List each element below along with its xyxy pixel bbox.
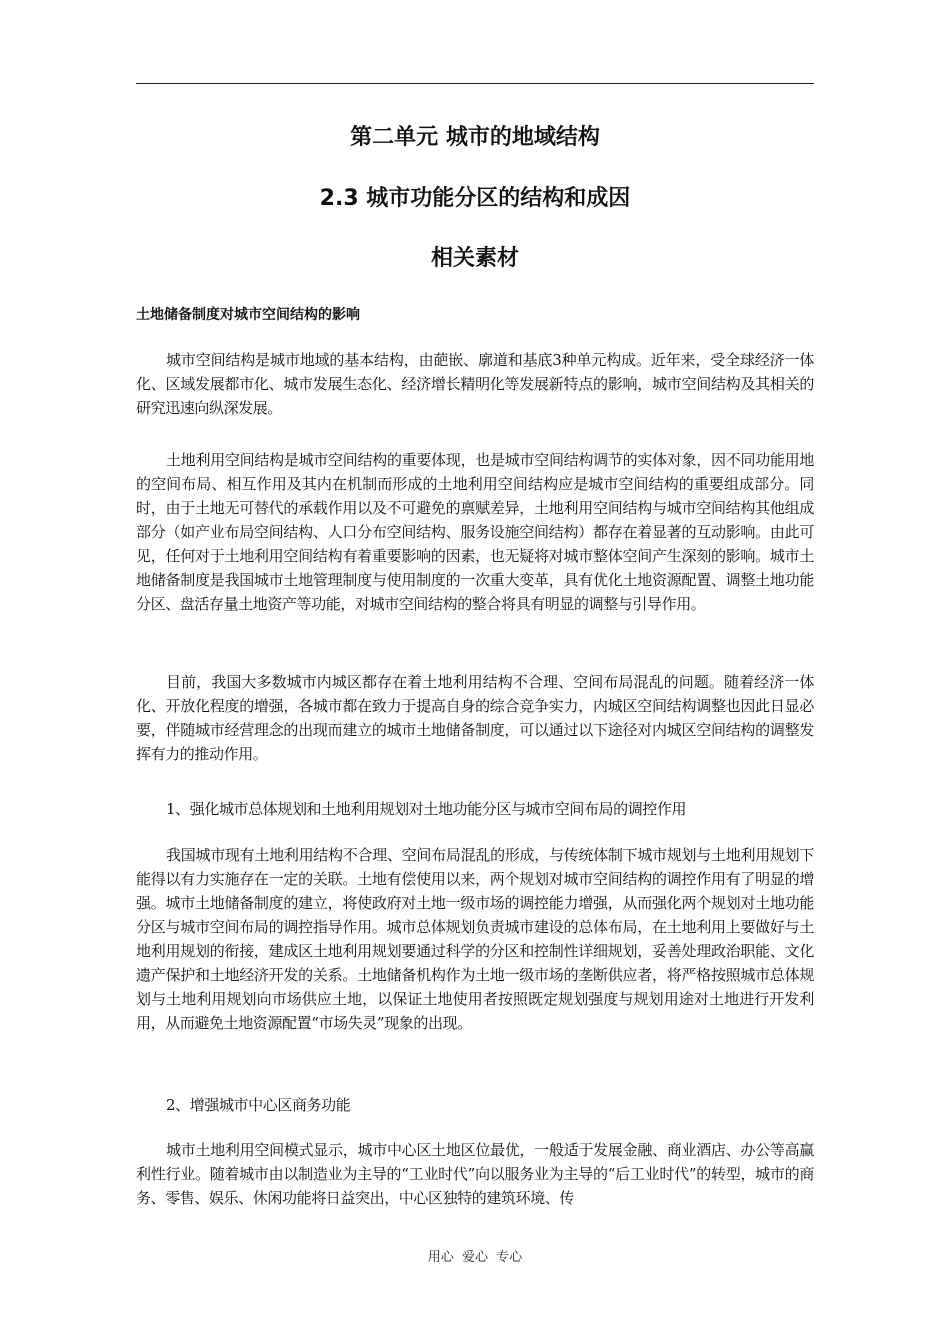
paragraph-current-problems: 目前，我国大多数城市内城区都存在着土地利用结构不合理、空间布局混乱的问题。随着经济一体化、开放化程度的增强，各城市都在致力于提高自身的综合竞争实力，内城区空间结构调整也因此日显必要，伴随城市经营理念的出现而建立的城市土地储备制度，可以通过以下途径对内城区空间结构的调整发挥有力的推动作用。 [136, 673, 814, 763]
page-footer: 用心 爱心 专心 [427, 1250, 523, 1265]
unit-title: 第二单元 城市的地域结构 [350, 125, 600, 150]
paragraph-cbd-function: 城市土地利用空间模式显示，城市中心区土地区位最优，一般适于发展金融、商业酒店、办公等高赢利性行业。随着城市由以制造业为主导的“工业时代”向以服务业为主导的“后工业时代”的转型，城市的商务、零售、娱乐、休闲功能将日益突出，中心区独特的建筑环境、传 [136, 1141, 814, 1207]
material-title: 相关素材 [430, 246, 519, 271]
section-title: 土地储备制度对城市空间结构的影响 [136, 307, 360, 323]
lesson-title: 2.3 城市功能分区的结构和成因 [319, 186, 631, 211]
subheading-cbd-function: 2、增强城市中心区商务功能 [166, 1096, 351, 1114]
subheading-planning-control: 1、强化城市总体规划和土地利用规划对土地功能分区与城市空间布局的调控作用 [166, 800, 687, 818]
header-rule [136, 83, 814, 84]
paragraph-intro: 城市空间结构是城市地域的基本结构，由葩嵌、廓道和基底3种单元构成。近年来，受全球经济一体化、区域发展都市化、城市发展生态化、经济增长精明化等发展新特点的影响，城市空间结构及其相关的研究迅速向纵深发展。 [136, 351, 814, 417]
paragraph-planning-control: 我国城市现有土地利用结构不合理、空间布局混乱的形成，与传统体制下城市规划与土地利用规划下能得以有力实施存在一定的关联。土地有偿使用以来，两个规划对城市空间结构的调控作用有了明显的增强。城市土地储备制度的建立，将使政府对土地一级市场的调控能力增强，从而强化两个规划对土地功能分区与城市空间布局的调控指导作用。城市总体规划负责城市建设的总体布局，在土地利用上要做好与土地利用规划的衔接，建成区土地利用规划要通过科学的分区和控制性详细规划，妥善处理政治职能、文化遗产保护和土地经济开发的关系。土地储备机构作为土地一级市场的垄断供应者，将严格按照城市总体规划与土地利用规划向市场供应土地，以保证土地使用者按照既定规划强度与规划用途对土地进行开发利用，从而避免土地资源配置“市场失灵”现象的出现。 [136, 846, 814, 1032]
paragraph-land-use-structure: 土地利用空间结构是城市空间结构的重要体现，也是城市空间结构调节的实体对象，因不同功能用地的空间布局、相互作用及其内在机制而形成的土地利用空间结构应是城市空间结构的重要组成部分。同时，由于土地无可替代的承载作用以及不可避免的禀赋差异，土地利用空间结构与城市空间结构其他组成部分（如产业布局空间结构、人口分布空间结构、服务设施空间结构）都存在着显著的互动影响。由此可见，任何对于土地利用空间结构有着重要影响的因素，也无疑将对城市整体空间产生深刻的影响。城市土地储备制度是我国城市土地管理制度与使用制度的一次重大变革，具有优化土地资源配置、调整土地功能分区、盘活存量土地资产等功能，对城市空间结构的整合将具有明显的调整与引导作用。 [136, 451, 814, 613]
